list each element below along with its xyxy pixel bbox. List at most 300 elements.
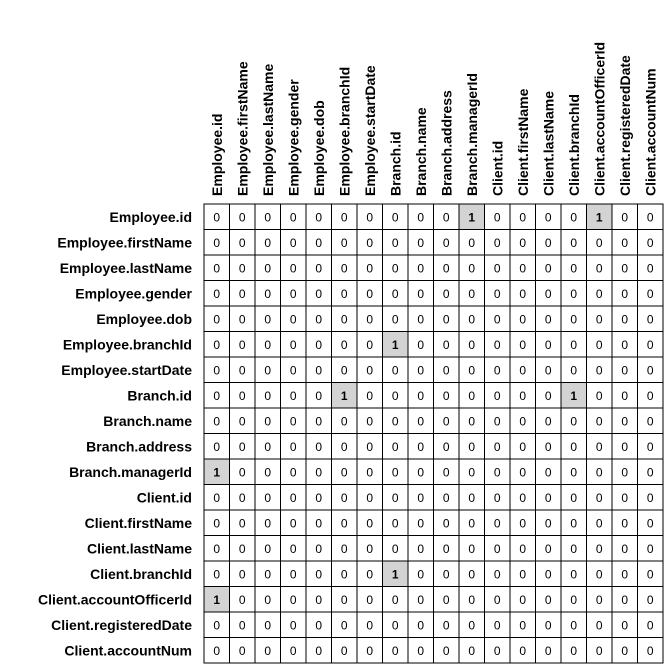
cell-value: 0 bbox=[442, 261, 450, 276]
cell-value: 0 bbox=[621, 516, 629, 531]
column-label-employee-lastname: Employee.lastName bbox=[259, 63, 276, 196]
row-label-employee-firstname: Employee.firstName bbox=[57, 234, 192, 251]
cell-value: 0 bbox=[340, 235, 348, 250]
column-label-employee-firstname: Employee.firstName bbox=[234, 61, 251, 196]
cell-value: 0 bbox=[315, 312, 323, 327]
cell-value: 0 bbox=[264, 414, 272, 429]
cell-value: 0 bbox=[621, 414, 629, 429]
cell-value: 0 bbox=[646, 490, 654, 505]
cell-value: 0 bbox=[238, 210, 246, 225]
cell-value: 0 bbox=[468, 516, 476, 531]
cell-value: 0 bbox=[493, 388, 501, 403]
cell-value: 0 bbox=[544, 210, 552, 225]
cell-value: 1 bbox=[340, 388, 348, 403]
cell-value: 0 bbox=[391, 261, 399, 276]
cell-value: 0 bbox=[442, 516, 450, 531]
cell-value: 0 bbox=[289, 261, 297, 276]
cell-value: 0 bbox=[391, 388, 399, 403]
cell-value: 0 bbox=[238, 567, 246, 582]
cell-value: 0 bbox=[595, 261, 603, 276]
cell-value: 0 bbox=[366, 312, 374, 327]
cell-value: 0 bbox=[289, 286, 297, 301]
cell-value: 0 bbox=[315, 592, 323, 607]
cell-value: 1 bbox=[595, 210, 603, 225]
cell-value: 0 bbox=[213, 516, 221, 531]
cell-value: 0 bbox=[621, 235, 629, 250]
row-label-client-accountnum: Client.accountNum bbox=[64, 642, 192, 659]
cell-value: 0 bbox=[264, 337, 272, 352]
column-label-client-id: Client.id bbox=[489, 140, 506, 196]
cell-value: 0 bbox=[442, 541, 450, 556]
cell-value: 0 bbox=[417, 490, 425, 505]
cell-value: 0 bbox=[595, 567, 603, 582]
row-label-branch-name: Branch.name bbox=[103, 412, 192, 429]
cell-value: 0 bbox=[468, 439, 476, 454]
row-label-employee-id: Employee.id bbox=[109, 208, 192, 225]
cell-value: 0 bbox=[544, 235, 552, 250]
cell-value: 0 bbox=[391, 210, 399, 225]
cell-value: 0 bbox=[238, 592, 246, 607]
cell-value: 0 bbox=[544, 618, 552, 633]
cell-value: 0 bbox=[595, 286, 603, 301]
cell-value: 0 bbox=[595, 643, 603, 658]
cell-value: 0 bbox=[493, 618, 501, 633]
cell-value: 0 bbox=[544, 286, 552, 301]
cell-value: 1 bbox=[391, 567, 399, 582]
cell-value: 0 bbox=[544, 261, 552, 276]
cell-value: 0 bbox=[264, 388, 272, 403]
cell-value: 0 bbox=[595, 414, 603, 429]
cell-value: 0 bbox=[570, 516, 578, 531]
column-label-branch-managerid: Branch.managerId bbox=[463, 73, 480, 196]
cell-value: 0 bbox=[315, 439, 323, 454]
cell-value: 0 bbox=[213, 618, 221, 633]
cell-value: 0 bbox=[264, 465, 272, 480]
cell-value: 0 bbox=[468, 286, 476, 301]
cell-value: 0 bbox=[289, 567, 297, 582]
cell-value: 0 bbox=[595, 465, 603, 480]
cell-value: 0 bbox=[417, 235, 425, 250]
cell-value: 0 bbox=[213, 210, 221, 225]
cell-value: 0 bbox=[646, 516, 654, 531]
row-label-client-firstname: Client.firstName bbox=[84, 514, 192, 531]
cell-value: 0 bbox=[621, 592, 629, 607]
cell-value: 0 bbox=[289, 643, 297, 658]
cell-value: 0 bbox=[264, 516, 272, 531]
row-label-branch-id: Branch.id bbox=[127, 387, 192, 404]
cell-value: 0 bbox=[570, 592, 578, 607]
cell-value: 0 bbox=[340, 337, 348, 352]
cell-value: 0 bbox=[595, 388, 603, 403]
cell-value: 0 bbox=[391, 516, 399, 531]
cell-value: 0 bbox=[289, 516, 297, 531]
cell-value: 0 bbox=[621, 337, 629, 352]
cell-value: 0 bbox=[238, 490, 246, 505]
column-label-branch-id: Branch.id bbox=[387, 131, 404, 196]
cell-value: 0 bbox=[289, 210, 297, 225]
cell-value: 0 bbox=[391, 286, 399, 301]
cell-value: 0 bbox=[417, 337, 425, 352]
cell-value: 0 bbox=[366, 261, 374, 276]
cell-value: 0 bbox=[391, 643, 399, 658]
cell-value: 0 bbox=[493, 490, 501, 505]
cell-value: 0 bbox=[621, 541, 629, 556]
cell-value: 0 bbox=[621, 490, 629, 505]
cell-value: 1 bbox=[570, 388, 578, 403]
cell-value: 0 bbox=[417, 618, 425, 633]
cell-value: 0 bbox=[646, 235, 654, 250]
cell-value: 0 bbox=[340, 414, 348, 429]
cell-value: 0 bbox=[570, 414, 578, 429]
cell-value: 0 bbox=[213, 414, 221, 429]
row-label-client-accountofficerid: Client.accountOfficerId bbox=[37, 591, 192, 608]
cell-value: 0 bbox=[442, 363, 450, 378]
cell-value: 0 bbox=[544, 414, 552, 429]
cell-value: 0 bbox=[238, 337, 246, 352]
cell-value: 0 bbox=[264, 567, 272, 582]
cell-value: 0 bbox=[238, 439, 246, 454]
cell-value: 0 bbox=[442, 414, 450, 429]
cell-value: 0 bbox=[595, 337, 603, 352]
cell-value: 0 bbox=[442, 618, 450, 633]
cell-value: 0 bbox=[570, 490, 578, 505]
cell-value: 0 bbox=[340, 261, 348, 276]
cell-value: 0 bbox=[289, 388, 297, 403]
cell-value: 0 bbox=[213, 388, 221, 403]
row-labels bbox=[38, 209, 193, 659]
column-label-branch-address: Branch.address bbox=[438, 90, 455, 196]
cell-value: 0 bbox=[315, 643, 323, 658]
cell-value: 0 bbox=[366, 235, 374, 250]
cell-value: 0 bbox=[289, 465, 297, 480]
cell-value: 0 bbox=[519, 618, 527, 633]
cell-value: 0 bbox=[289, 490, 297, 505]
cell-value: 0 bbox=[570, 312, 578, 327]
cell-value: 0 bbox=[391, 465, 399, 480]
cell-value: 0 bbox=[544, 592, 552, 607]
cell-value: 0 bbox=[340, 363, 348, 378]
cell-value: 1 bbox=[213, 465, 221, 480]
cell-value: 0 bbox=[544, 312, 552, 327]
cell-value: 0 bbox=[391, 439, 399, 454]
cell-value: 0 bbox=[570, 337, 578, 352]
cell-value: 0 bbox=[366, 541, 374, 556]
cell-value: 0 bbox=[544, 490, 552, 505]
cell-value: 0 bbox=[366, 516, 374, 531]
cell-value: 0 bbox=[366, 618, 374, 633]
cell-value: 0 bbox=[646, 439, 654, 454]
cell-value: 0 bbox=[646, 261, 654, 276]
cell-value: 0 bbox=[468, 592, 476, 607]
row-label-employee-gender: Employee.gender bbox=[75, 285, 192, 302]
cell-value: 0 bbox=[442, 465, 450, 480]
cell-value: 0 bbox=[391, 592, 399, 607]
cell-value: 0 bbox=[493, 210, 501, 225]
cell-value: 0 bbox=[315, 618, 323, 633]
cell-value: 0 bbox=[391, 541, 399, 556]
cell-value: 0 bbox=[646, 618, 654, 633]
cell-value: 0 bbox=[315, 388, 323, 403]
cell-value: 0 bbox=[468, 337, 476, 352]
row-label-client-id: Client.id bbox=[136, 489, 192, 506]
cell-value: 0 bbox=[621, 618, 629, 633]
cell-value: 0 bbox=[315, 235, 323, 250]
cell-value: 0 bbox=[519, 414, 527, 429]
cell-value: 0 bbox=[519, 388, 527, 403]
cell-value: 0 bbox=[468, 261, 476, 276]
cell-value: 0 bbox=[646, 541, 654, 556]
cell-value: 0 bbox=[468, 490, 476, 505]
cell-value: 0 bbox=[315, 516, 323, 531]
cell-value: 0 bbox=[391, 618, 399, 633]
cell-value: 0 bbox=[340, 286, 348, 301]
cell-value: 0 bbox=[570, 541, 578, 556]
cell-value: 0 bbox=[213, 541, 221, 556]
row-label-employee-dob: Employee.dob bbox=[96, 310, 192, 327]
cell-value: 0 bbox=[493, 567, 501, 582]
cell-value: 0 bbox=[213, 490, 221, 505]
cell-value: 0 bbox=[570, 210, 578, 225]
cell-value: 0 bbox=[391, 312, 399, 327]
cell-value: 0 bbox=[315, 541, 323, 556]
cell-value: 0 bbox=[366, 337, 374, 352]
cell-value: 0 bbox=[442, 567, 450, 582]
cell-value: 0 bbox=[595, 490, 603, 505]
cell-value: 0 bbox=[366, 286, 374, 301]
cell-value: 0 bbox=[621, 210, 629, 225]
cell-value: 0 bbox=[366, 210, 374, 225]
row-label-employee-branchid: Employee.branchId bbox=[62, 336, 192, 353]
cell-value: 0 bbox=[621, 286, 629, 301]
cell-value: 0 bbox=[238, 261, 246, 276]
cell-value: 0 bbox=[289, 592, 297, 607]
column-label-employee-id: Employee.id bbox=[208, 113, 225, 196]
cell-value: 0 bbox=[570, 618, 578, 633]
column-label-client-accountofficerid: Client.accountOfficerId bbox=[591, 41, 608, 196]
cell-value: 0 bbox=[264, 261, 272, 276]
cell-value: 0 bbox=[544, 567, 552, 582]
cell-value: 0 bbox=[544, 643, 552, 658]
cell-value: 0 bbox=[493, 439, 501, 454]
cell-value: 0 bbox=[213, 439, 221, 454]
row-label-client-registereddate: Client.registeredDate bbox=[51, 616, 192, 633]
cell-value: 0 bbox=[417, 643, 425, 658]
cell-value: 0 bbox=[417, 261, 425, 276]
cell-value: 0 bbox=[646, 210, 654, 225]
cell-value: 0 bbox=[417, 516, 425, 531]
cell-value: 0 bbox=[468, 414, 476, 429]
cell-value: 0 bbox=[340, 567, 348, 582]
cell-value: 0 bbox=[340, 312, 348, 327]
cell-value: 0 bbox=[340, 516, 348, 531]
cell-value: 0 bbox=[442, 388, 450, 403]
cell-value: 0 bbox=[264, 592, 272, 607]
cell-value: 1 bbox=[468, 210, 476, 225]
cell-value: 0 bbox=[544, 541, 552, 556]
cell-value: 0 bbox=[570, 363, 578, 378]
cell-value: 0 bbox=[289, 618, 297, 633]
cell-value: 0 bbox=[493, 337, 501, 352]
cell-value: 0 bbox=[417, 312, 425, 327]
cell-value: 0 bbox=[213, 235, 221, 250]
cell-value: 0 bbox=[595, 516, 603, 531]
column-label-client-accountnum: Client.accountNum bbox=[642, 68, 659, 196]
cell-value: 0 bbox=[417, 541, 425, 556]
cell-value: 0 bbox=[340, 592, 348, 607]
cell-value: 0 bbox=[238, 286, 246, 301]
cell-value: 0 bbox=[238, 465, 246, 480]
row-label-branch-managerid: Branch.managerId bbox=[69, 463, 192, 480]
cell-value: 0 bbox=[493, 261, 501, 276]
cell-value: 0 bbox=[544, 388, 552, 403]
cell-value: 0 bbox=[213, 261, 221, 276]
cell-value: 0 bbox=[442, 286, 450, 301]
cell-value: 0 bbox=[366, 643, 374, 658]
cell-value: 0 bbox=[238, 541, 246, 556]
cell-value: 0 bbox=[621, 567, 629, 582]
cell-value: 0 bbox=[264, 643, 272, 658]
cell-value: 0 bbox=[570, 643, 578, 658]
column-label-employee-startdate: Employee.startDate bbox=[361, 65, 378, 196]
cell-value: 0 bbox=[238, 235, 246, 250]
cell-value: 0 bbox=[519, 643, 527, 658]
cell-value: 0 bbox=[340, 439, 348, 454]
cell-value: 0 bbox=[595, 541, 603, 556]
cell-value: 0 bbox=[340, 490, 348, 505]
cell-value: 0 bbox=[544, 363, 552, 378]
cell-value: 0 bbox=[442, 235, 450, 250]
cell-value: 0 bbox=[621, 261, 629, 276]
cell-value: 0 bbox=[570, 235, 578, 250]
cell-value: 0 bbox=[264, 439, 272, 454]
cell-value: 0 bbox=[366, 388, 374, 403]
cell-value: 0 bbox=[621, 363, 629, 378]
column-label-employee-dob: Employee.dob bbox=[310, 100, 327, 196]
cell-value: 0 bbox=[238, 516, 246, 531]
cell-value: 0 bbox=[442, 643, 450, 658]
column-label-client-lastname: Client.lastName bbox=[540, 90, 557, 196]
cell-value: 1 bbox=[391, 337, 399, 352]
cell-value: 0 bbox=[646, 388, 654, 403]
cell-value: 0 bbox=[366, 414, 374, 429]
cell-value: 0 bbox=[213, 312, 221, 327]
cell-value: 1 bbox=[213, 592, 221, 607]
row-label-branch-address: Branch.address bbox=[86, 438, 192, 455]
cell-value: 0 bbox=[468, 363, 476, 378]
cell-value: 0 bbox=[468, 643, 476, 658]
cell-value: 0 bbox=[340, 465, 348, 480]
cell-value: 0 bbox=[289, 312, 297, 327]
row-label-client-branchid: Client.branchId bbox=[90, 565, 192, 582]
cell-value: 0 bbox=[595, 592, 603, 607]
cell-value: 0 bbox=[544, 439, 552, 454]
cell-value: 0 bbox=[417, 592, 425, 607]
cell-value: 0 bbox=[570, 286, 578, 301]
cell-value: 0 bbox=[391, 490, 399, 505]
cell-value: 0 bbox=[391, 414, 399, 429]
cell-value: 0 bbox=[646, 643, 654, 658]
cell-value: 0 bbox=[264, 312, 272, 327]
cell-value: 0 bbox=[519, 567, 527, 582]
cell-value: 0 bbox=[238, 363, 246, 378]
column-label-employee-branchid: Employee.branchId bbox=[336, 66, 353, 196]
cell-value: 0 bbox=[442, 439, 450, 454]
cell-value: 0 bbox=[366, 439, 374, 454]
cell-value: 0 bbox=[519, 439, 527, 454]
column-label-client-firstname: Client.firstName bbox=[514, 88, 531, 196]
cell-value: 0 bbox=[646, 363, 654, 378]
cell-value: 0 bbox=[493, 286, 501, 301]
cell-value: 0 bbox=[595, 235, 603, 250]
cell-value: 0 bbox=[519, 592, 527, 607]
row-label-client-lastname: Client.lastName bbox=[86, 540, 192, 557]
cell-value: 0 bbox=[238, 312, 246, 327]
cell-value: 0 bbox=[468, 235, 476, 250]
cell-value: 0 bbox=[264, 490, 272, 505]
cell-value: 0 bbox=[595, 618, 603, 633]
cell-value: 0 bbox=[493, 516, 501, 531]
cell-value: 0 bbox=[340, 210, 348, 225]
cell-value: 0 bbox=[468, 388, 476, 403]
cell-value: 0 bbox=[544, 516, 552, 531]
cell-value: 0 bbox=[417, 388, 425, 403]
cell-value: 0 bbox=[646, 414, 654, 429]
row-label-employee-startdate: Employee.startDate bbox=[61, 361, 192, 378]
cell-value: 0 bbox=[493, 312, 501, 327]
cell-value: 0 bbox=[442, 490, 450, 505]
cell-value: 0 bbox=[391, 363, 399, 378]
cell-value: 0 bbox=[519, 286, 527, 301]
cell-value: 0 bbox=[468, 618, 476, 633]
cell-value: 0 bbox=[493, 592, 501, 607]
cell-value: 0 bbox=[519, 261, 527, 276]
cell-value: 0 bbox=[238, 643, 246, 658]
cell-value: 0 bbox=[442, 312, 450, 327]
cell-value: 0 bbox=[315, 465, 323, 480]
cell-value: 0 bbox=[621, 312, 629, 327]
cell-value: 0 bbox=[519, 235, 527, 250]
cell-value: 0 bbox=[417, 363, 425, 378]
cell-value: 0 bbox=[366, 465, 374, 480]
cell-value: 0 bbox=[264, 235, 272, 250]
cell-value: 0 bbox=[519, 312, 527, 327]
cell-value: 0 bbox=[519, 465, 527, 480]
cell-value: 0 bbox=[570, 465, 578, 480]
cell-value: 0 bbox=[264, 541, 272, 556]
cell-value: 0 bbox=[315, 414, 323, 429]
cell-value: 0 bbox=[468, 567, 476, 582]
cell-value: 0 bbox=[264, 210, 272, 225]
cell-value: 0 bbox=[493, 235, 501, 250]
cell-value: 0 bbox=[213, 363, 221, 378]
column-label-client-branchid: Client.branchId bbox=[565, 94, 582, 196]
cell-value: 0 bbox=[570, 567, 578, 582]
cell-value: 0 bbox=[366, 490, 374, 505]
cell-value: 0 bbox=[442, 337, 450, 352]
cell-value: 0 bbox=[213, 567, 221, 582]
cell-value: 0 bbox=[519, 363, 527, 378]
cell-value: 0 bbox=[289, 439, 297, 454]
cell-value: 0 bbox=[621, 465, 629, 480]
cell-value: 0 bbox=[264, 286, 272, 301]
cell-value: 0 bbox=[315, 567, 323, 582]
cell-value: 0 bbox=[544, 465, 552, 480]
cell-value: 0 bbox=[340, 643, 348, 658]
cell-value: 0 bbox=[213, 286, 221, 301]
cell-value: 0 bbox=[621, 643, 629, 658]
cell-value: 0 bbox=[417, 439, 425, 454]
cell-value: 0 bbox=[366, 567, 374, 582]
